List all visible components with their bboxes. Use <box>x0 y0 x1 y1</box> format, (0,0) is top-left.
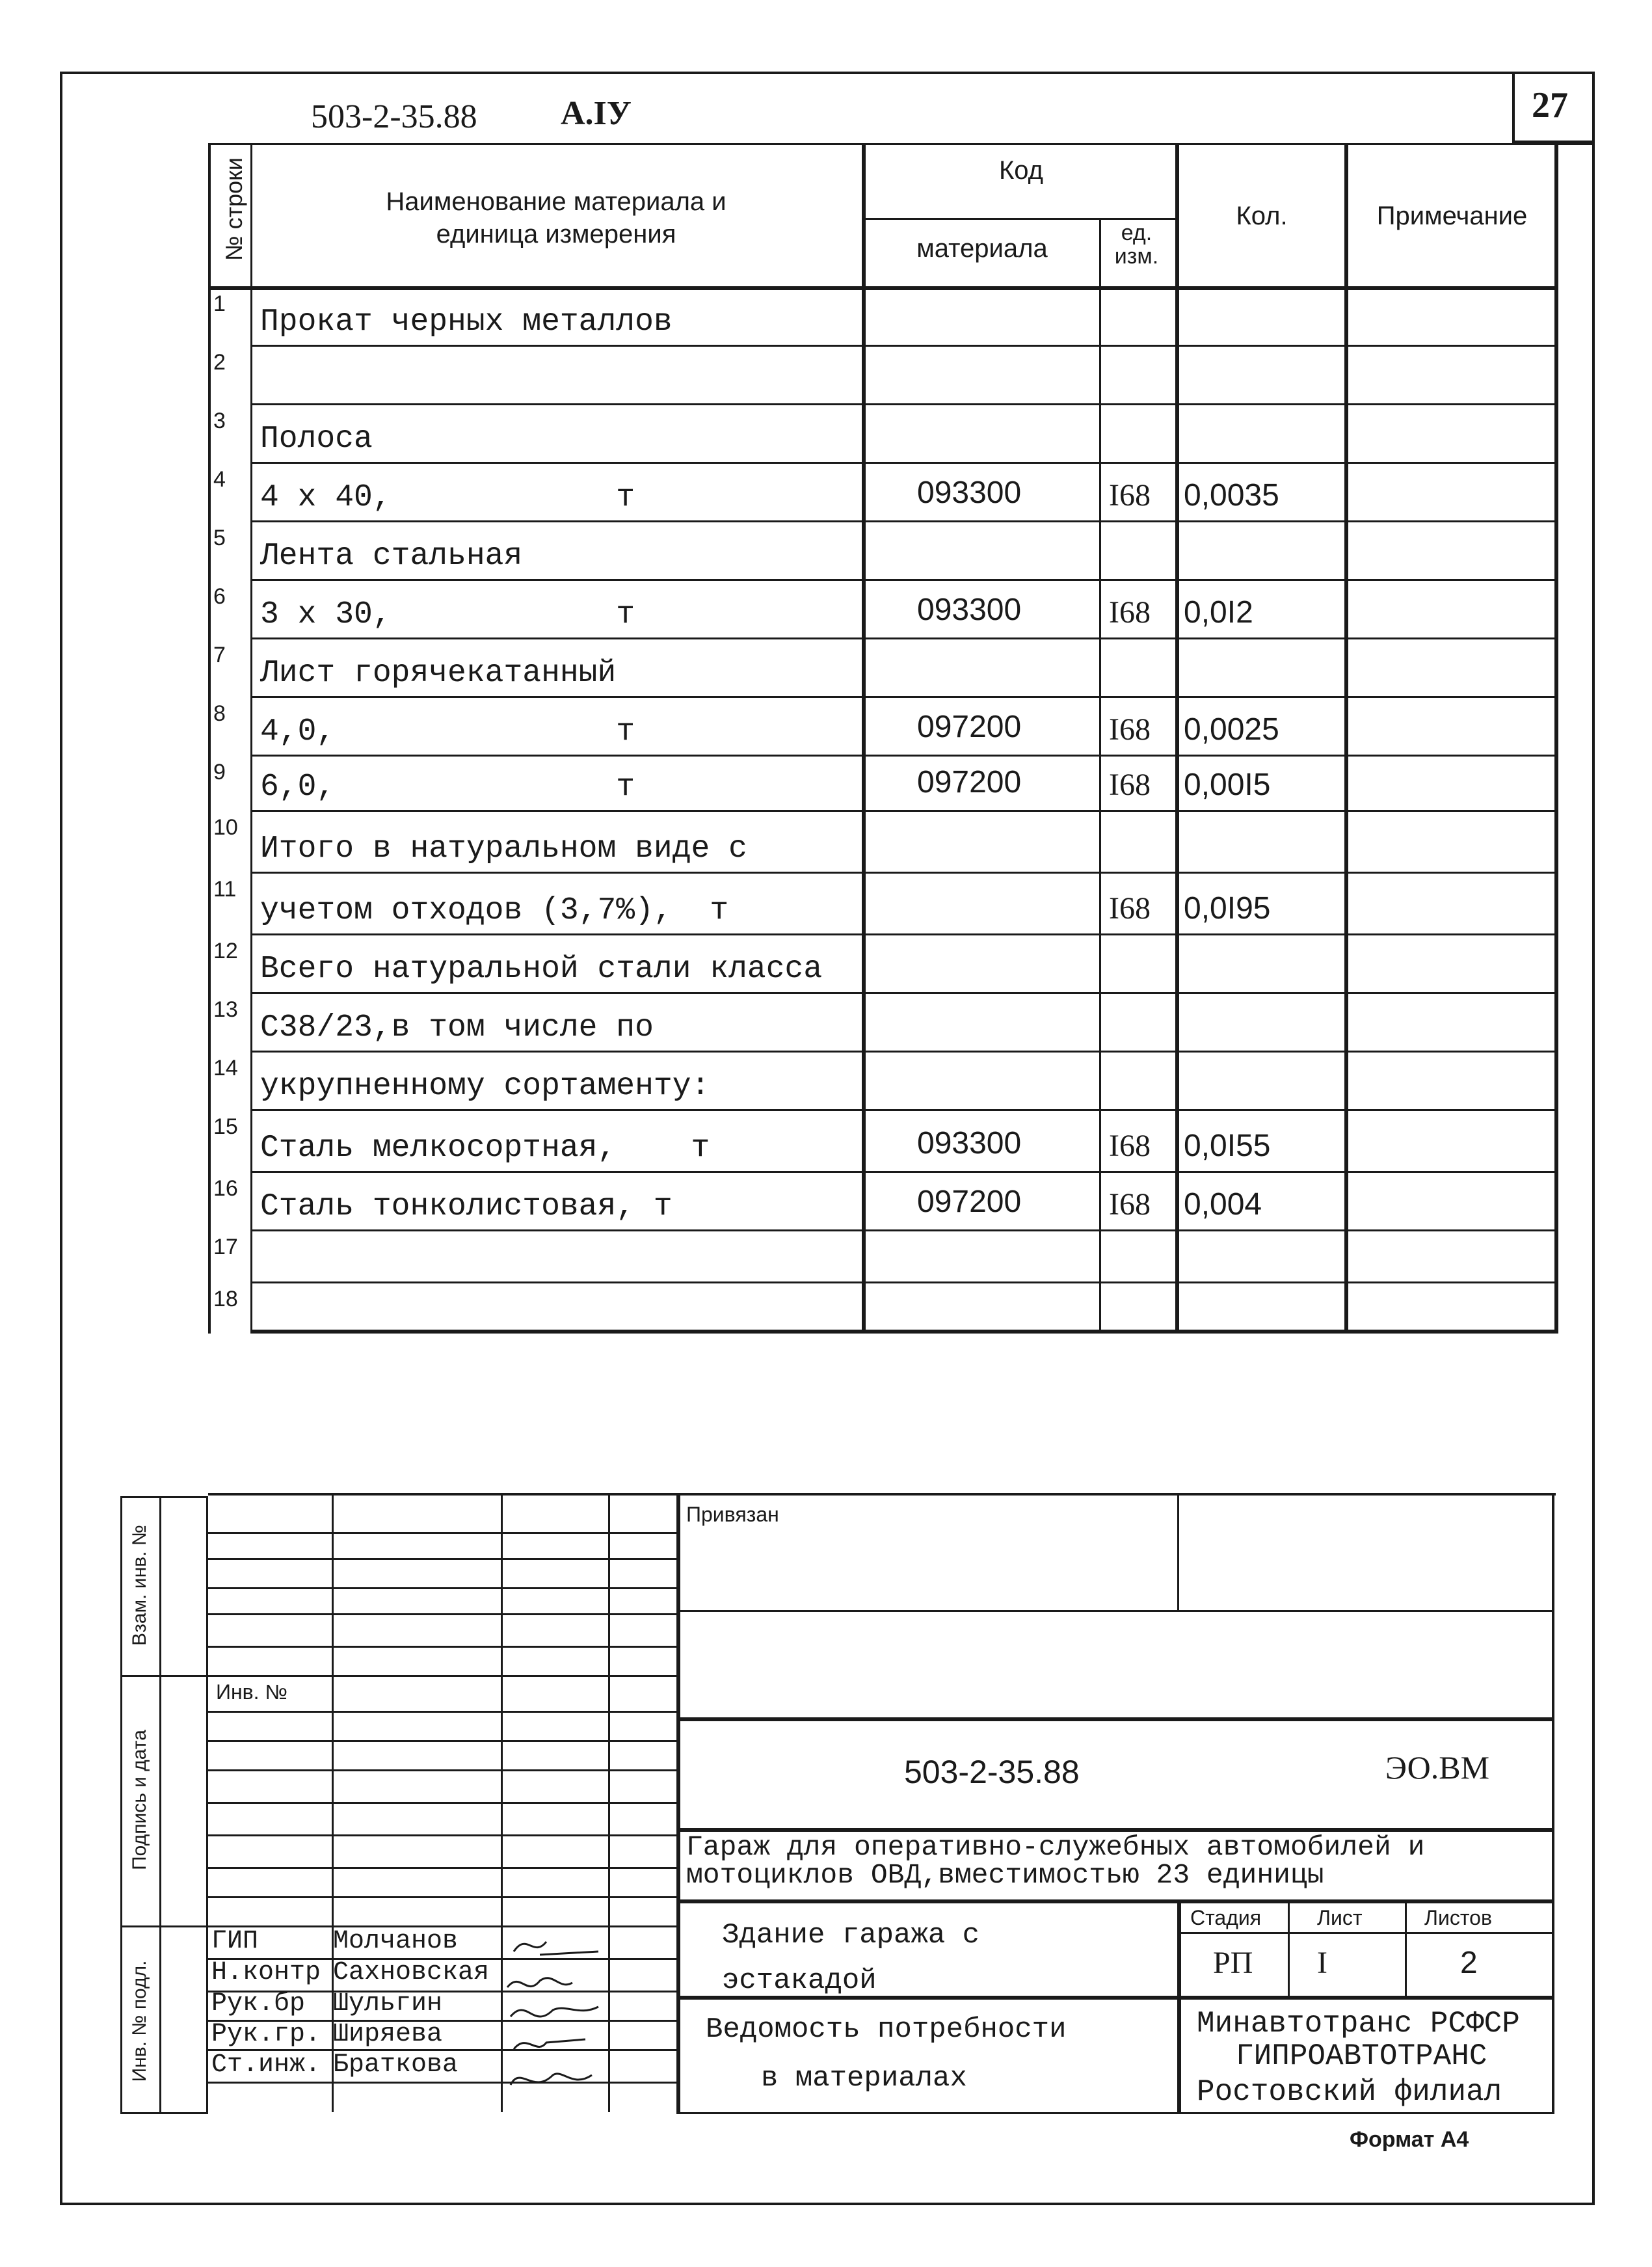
col-line-note <box>1554 143 1558 1334</box>
stamp-grid-line <box>208 1802 676 1804</box>
stamp-doc-code: 503-2-35.88 <box>904 1754 1080 1790</box>
stamp-role: Н.контр <box>211 1958 321 1987</box>
binding-sep-2 <box>120 1925 208 1927</box>
row-unit: I68 <box>1109 1129 1151 1163</box>
row-number: 18 <box>213 1287 238 1311</box>
format-label: Формат А4 <box>1350 2127 1469 2152</box>
stamp-col-4 <box>676 1493 680 2112</box>
row-line <box>250 637 1556 639</box>
col-header-name <box>254 185 859 250</box>
stamp-line-4 <box>676 1899 1554 1903</box>
row-unit: I68 <box>1109 1187 1151 1222</box>
stamp-grid-line <box>208 1613 676 1615</box>
stamp-grid-line <box>208 1834 676 1836</box>
row-code: 097200 <box>917 710 1022 744</box>
row-number: 1 <box>213 291 226 316</box>
stamp-doc-mark: ЭО.ВМ <box>1385 1749 1490 1786</box>
side-label-vzam: Взам. инв. № <box>129 1525 150 1646</box>
row-unit: I68 <box>1109 712 1151 747</box>
stamp-person-name: Сахновская <box>333 1958 490 1987</box>
row-number: 17 <box>213 1235 238 1259</box>
stamp-person-name: Молчанов <box>333 1927 459 1956</box>
stamp-grid-line <box>208 1532 676 1534</box>
col-line-qty <box>1344 143 1348 1334</box>
row-name: Полоса <box>260 422 373 457</box>
col-header-code: Код <box>998 156 1043 185</box>
building-title-1: Здание гаража с <box>722 1919 980 1952</box>
doc-code: 503-2-35.88 <box>311 98 477 135</box>
list-value: I <box>1317 1946 1327 1980</box>
org-line-2: ГИПРОАВТОТРАНС <box>1236 2039 1487 2073</box>
row-line <box>250 696 1556 698</box>
signature-1 <box>514 1942 598 1955</box>
list-label: Лист <box>1317 1906 1363 1929</box>
stamp-col-1a <box>332 1493 334 1676</box>
row-line <box>250 520 1556 522</box>
col-header-name-text: Наименование материала и единица измерения <box>386 187 726 248</box>
project-title-1: Гараж для оперативно-служебных автомобилей и <box>686 1831 1425 1863</box>
col-header-qty: Кол. <box>1236 202 1288 230</box>
row-line <box>250 810 1556 812</box>
row-name: 4,0, т <box>260 714 635 749</box>
row-unit: I68 <box>1109 595 1151 630</box>
row-name: Лист горячекатанный <box>260 656 617 691</box>
row-name: учетом отходов (3,7%), т <box>260 893 729 928</box>
stage-div-1 <box>1288 1899 1290 1997</box>
row-number: 3 <box>213 409 226 433</box>
row-code: 093300 <box>917 1126 1022 1160</box>
stamp-grid-line <box>208 1896 676 1898</box>
stamp-line-1 <box>676 1610 1554 1612</box>
row-number: 12 <box>213 939 238 963</box>
row-qty: 0,0025 <box>1184 712 1279 747</box>
row-line <box>250 933 1556 935</box>
row-name: С38/23,в том числе по <box>260 1010 654 1045</box>
sheet-title-1: Ведомость потребности <box>706 2013 1067 2046</box>
row-name: Всего натуральной стали класса <box>260 952 823 987</box>
signature-4 <box>514 2039 585 2049</box>
row-number: 10 <box>213 815 238 840</box>
row-code: 093300 <box>917 593 1022 627</box>
row-name: Лента стальная <box>260 539 523 574</box>
row-name: Сталь тонколистовая, т <box>260 1189 673 1224</box>
row-name: 3 х 30, т <box>260 597 635 632</box>
stage-div-2 <box>1405 1899 1407 1997</box>
row-qty: 0,0035 <box>1184 478 1279 513</box>
stage-label: Стадия <box>1190 1906 1262 1929</box>
col-header-unit: ед. изм. <box>1114 221 1159 269</box>
stamp-bottom-line <box>676 2112 1554 2114</box>
row-line <box>250 1109 1556 1111</box>
row-number: 16 <box>213 1176 238 1201</box>
signature-2 <box>507 1978 572 1987</box>
row-code: 097200 <box>917 765 1022 799</box>
stamp-person-name: Шульгин <box>333 1989 443 2019</box>
binding-sep-1 <box>120 1675 208 1677</box>
privyazan-label: Привязан <box>686 1503 779 1526</box>
code-subheader-line <box>865 218 1177 220</box>
stamp-grid-line <box>208 1740 676 1742</box>
row-name: 4 х 40, т <box>260 480 635 515</box>
row-code: 093300 <box>917 476 1022 510</box>
row-line <box>250 403 1556 405</box>
row-name: 6,0, т <box>260 770 635 805</box>
stamp-line-2 <box>676 1717 1554 1721</box>
row-line <box>250 872 1556 874</box>
stamp-line-5 <box>676 1996 1554 2000</box>
lists-label: Листов <box>1424 1906 1492 1929</box>
project-title-2: мотоциклов ОВД,вместимостью 23 единицы <box>686 1859 1324 1891</box>
row-line <box>250 992 1556 994</box>
row-line <box>250 1171 1556 1173</box>
binding-inner-line <box>159 1496 161 2114</box>
stamp-grid-line <box>208 1769 676 1771</box>
stamp-person-name: Браткова <box>333 2050 459 2080</box>
col-header-row-no: № строки <box>220 157 247 261</box>
row-number: 11 <box>213 877 237 902</box>
header-bottom-line <box>208 286 1558 290</box>
row-number: 13 <box>213 997 238 1022</box>
row-name: Прокат черных металлов <box>260 304 673 340</box>
col-line-material <box>1099 218 1101 1334</box>
signatures <box>501 1925 608 2112</box>
stamp-grid-line <box>208 1646 676 1648</box>
col-header-note: Примечание <box>1376 202 1528 230</box>
signature-5 <box>511 2074 592 2085</box>
row-name: укрупненному сортаменту: <box>260 1069 710 1104</box>
row-line <box>250 1229 1556 1231</box>
side-label-inv-podl: Инв. № подл. <box>129 1960 150 2082</box>
row-qty: 0,0I55 <box>1184 1129 1271 1163</box>
stamp-grid-line <box>208 1711 676 1713</box>
org-line-3: Ростовский филиал <box>1197 2075 1502 2109</box>
col-line-unit <box>1175 143 1179 1334</box>
row-line <box>250 462 1556 464</box>
row-number: 9 <box>213 760 226 785</box>
row-qty: 0,0I2 <box>1184 595 1253 630</box>
stamp-grid-line <box>208 1867 676 1869</box>
lists-value: 2 <box>1460 1946 1478 1980</box>
inv-no-label: Инв. № <box>216 1680 287 1704</box>
building-title-2: эстакадой <box>722 1965 877 1997</box>
row-number: 7 <box>213 643 226 667</box>
stamp-role: Рук.гр. <box>211 2020 321 2049</box>
row-number: 2 <box>213 350 226 375</box>
stamp-grid-line <box>208 1558 676 1560</box>
col-line-name <box>862 143 866 1334</box>
stage-line <box>1177 1932 1554 1934</box>
row-line <box>250 1330 1556 1334</box>
row-number: 8 <box>213 701 226 726</box>
row-line <box>250 1281 1556 1283</box>
row-number: 15 <box>213 1114 238 1139</box>
col-line-rowno <box>250 143 252 1334</box>
row-number: 6 <box>213 584 226 609</box>
row-number: 4 <box>213 467 226 492</box>
row-qty: 0,004 <box>1184 1187 1262 1222</box>
row-name: Сталь мелкосортная, т <box>260 1131 710 1166</box>
row-line <box>250 345 1556 347</box>
org-line-1: Минавтотранс РСФСР <box>1197 2007 1520 2041</box>
row-unit: I68 <box>1109 768 1151 802</box>
stamp-person-name: Ширяева <box>333 2020 443 2049</box>
stamp-role: ГИП <box>211 1927 259 1956</box>
row-number: 5 <box>213 526 226 550</box>
stamp-right-border <box>1552 1493 1554 2112</box>
signature-3 <box>511 2007 598 2017</box>
row-name: Итого в натуральном виде с <box>260 831 747 866</box>
row-number: 14 <box>213 1056 238 1080</box>
side-label-podpis: Подпись и дата <box>129 1730 150 1870</box>
row-code: 097200 <box>917 1185 1022 1219</box>
stamp-grid-line <box>208 1675 676 1677</box>
stamp-grid-line <box>208 1587 676 1589</box>
row-line <box>250 755 1556 757</box>
row-qty: 0,00I5 <box>1184 768 1271 802</box>
row-unit: I68 <box>1109 891 1151 926</box>
album-label: А.IУ <box>561 95 632 132</box>
row-line <box>250 579 1556 581</box>
page-number: 27 <box>1532 85 1568 126</box>
row-line <box>250 1051 1556 1053</box>
stamp-role: Ст.инж. <box>211 2050 321 2080</box>
stamp-role: Рук.бр <box>211 1989 306 2019</box>
row-qty: 0,0I95 <box>1184 891 1271 926</box>
row-unit: I68 <box>1109 478 1151 513</box>
col-header-material: материала <box>916 234 1048 263</box>
privyazan-divider <box>1177 1493 1179 1610</box>
stage-value: РП <box>1213 1946 1253 1980</box>
sheet-title-2: в материалах <box>761 2062 967 2095</box>
